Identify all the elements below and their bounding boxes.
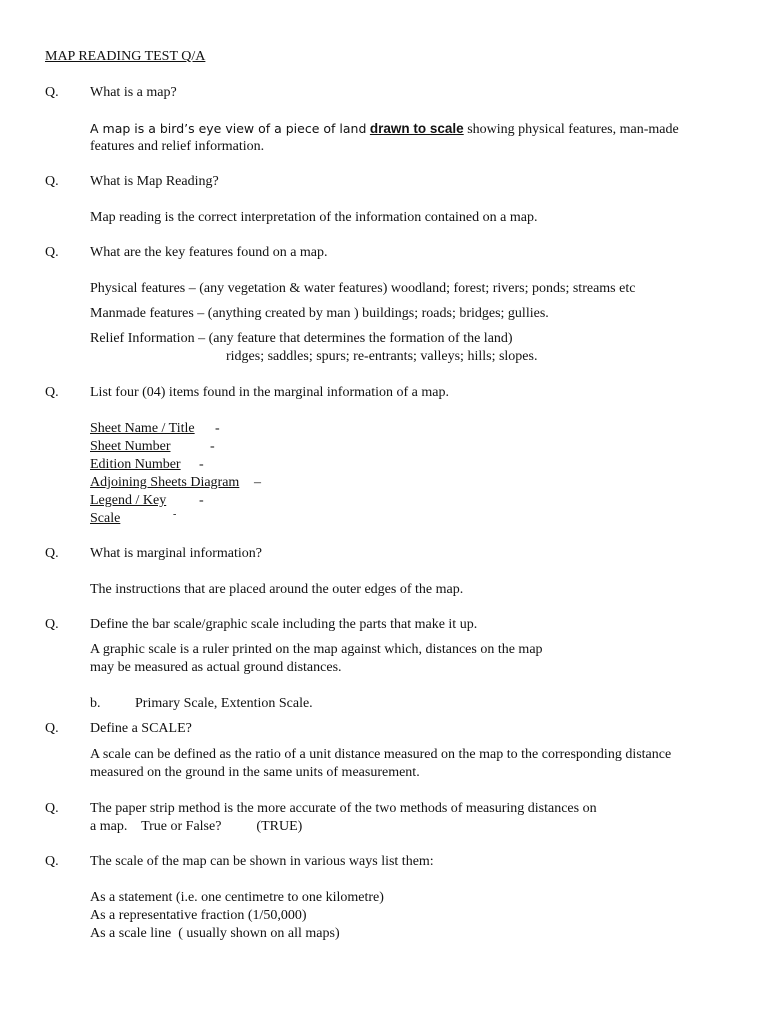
marginal-item-scale: Scale	[90, 511, 121, 526]
answer-text: showing physical features, man-made	[467, 122, 679, 137]
question-paper-strip-line2: a map. True or False? (TRUE)	[90, 819, 303, 834]
question-label: Q.	[45, 801, 59, 816]
question-bar-scale: Define the bar scale/graphic scale including the parts that make it up.	[90, 617, 478, 632]
page-title: MAP READING TEST Q/A	[45, 49, 206, 64]
marginal-item-sheet-number: Sheet Number	[90, 439, 171, 454]
question-paper-strip-line1: The paper strip method is the more accurate of the two methods of measuring distances on	[90, 801, 597, 816]
question-marginal-information: What is marginal information?	[90, 546, 262, 561]
marginal-item-dash: –	[254, 475, 261, 490]
answer-marginal-information: The instructions that are placed around the outer edges of the map.	[90, 582, 464, 597]
answer-define-scale-line1: A scale can be defined as the ratio of a unit distance measured on the map to the corresponding distance	[90, 747, 672, 762]
answer-emphasis: drawn to scale	[369, 121, 464, 136]
question-label: Q.	[45, 385, 59, 400]
answer-what-is-map-line2: features and relief information.	[90, 139, 265, 154]
marginal-item-legend-key: Legend / Key	[90, 493, 167, 508]
question-key-features: What are the key features found on a map.	[90, 245, 328, 260]
question-label: Q.	[45, 85, 59, 100]
answer-manmade-features: Manmade features – (anything created by man ) buildings; roads; bridges; gullies.	[90, 306, 549, 321]
answer-text: A map is a bird’s eye view of a piece of land	[90, 121, 367, 136]
marginal-item-adjoining-sheets: Adjoining Sheets Diagram	[90, 475, 240, 490]
question-map-reading: What is Map Reading?	[90, 174, 219, 189]
question-scale-ways: The scale of the map can be shown in various ways list them:	[90, 854, 434, 869]
answer-relief-examples: ridges; saddles; spurs; re-entrants; valleys; hills; slopes.	[226, 349, 538, 364]
answer-scale-way-line: As a scale line ( usually shown on all maps)	[90, 926, 340, 941]
question-label: Q.	[45, 174, 59, 189]
question-label: Q.	[45, 854, 59, 869]
answer-scale-way-statement: As a statement (i.e. one centimetre to one kilometre)	[90, 890, 384, 905]
answer-bar-scale-line2: may be measured as actual ground distances.	[90, 660, 342, 675]
answer-map-reading: Map reading is the correct interpretation of the information contained on a map.	[90, 210, 538, 225]
marginal-item-edition-number: Edition Number	[90, 457, 181, 472]
answer-physical-features: Physical features – (any vegetation & water features) woodland; forest; rivers; ponds; streams etc	[90, 281, 636, 296]
answer-relief-information: Relief Information – (any feature that determines the formation of the land)	[90, 331, 513, 346]
marginal-item-sheet-name: Sheet Name / Title	[90, 421, 195, 436]
question-label: Q.	[45, 245, 59, 260]
marginal-item-dash: -	[173, 509, 177, 520]
answer-bar-scale-parts: Primary Scale, Extention Scale.	[135, 696, 313, 711]
question-label: Q.	[45, 546, 59, 561]
question-label: Q.	[45, 721, 59, 736]
answer-scale-way-fraction: As a representative fraction (1/50,000)	[90, 908, 307, 923]
answer-what-is-map-line1	[90, 120, 679, 139]
marginal-item-dash: -	[210, 439, 215, 454]
answer-bar-scale-line1: A graphic scale is a ruler printed on the map against which, distances on the map	[90, 642, 543, 657]
question-what-is-map: What is a map?	[90, 85, 177, 100]
marginal-item-dash: -	[199, 457, 204, 472]
marginal-item-dash: -	[199, 493, 204, 508]
question-define-scale: Define a SCALE?	[90, 721, 192, 736]
question-marginal-items: List four (04) items found in the marginal information of a map.	[90, 385, 449, 400]
answer-bar-scale-b-label: b.	[90, 696, 101, 711]
question-label: Q.	[45, 617, 59, 632]
marginal-item-dash: -	[215, 421, 220, 436]
answer-define-scale-line2: measured on the ground in the same units of measurement.	[90, 765, 420, 780]
